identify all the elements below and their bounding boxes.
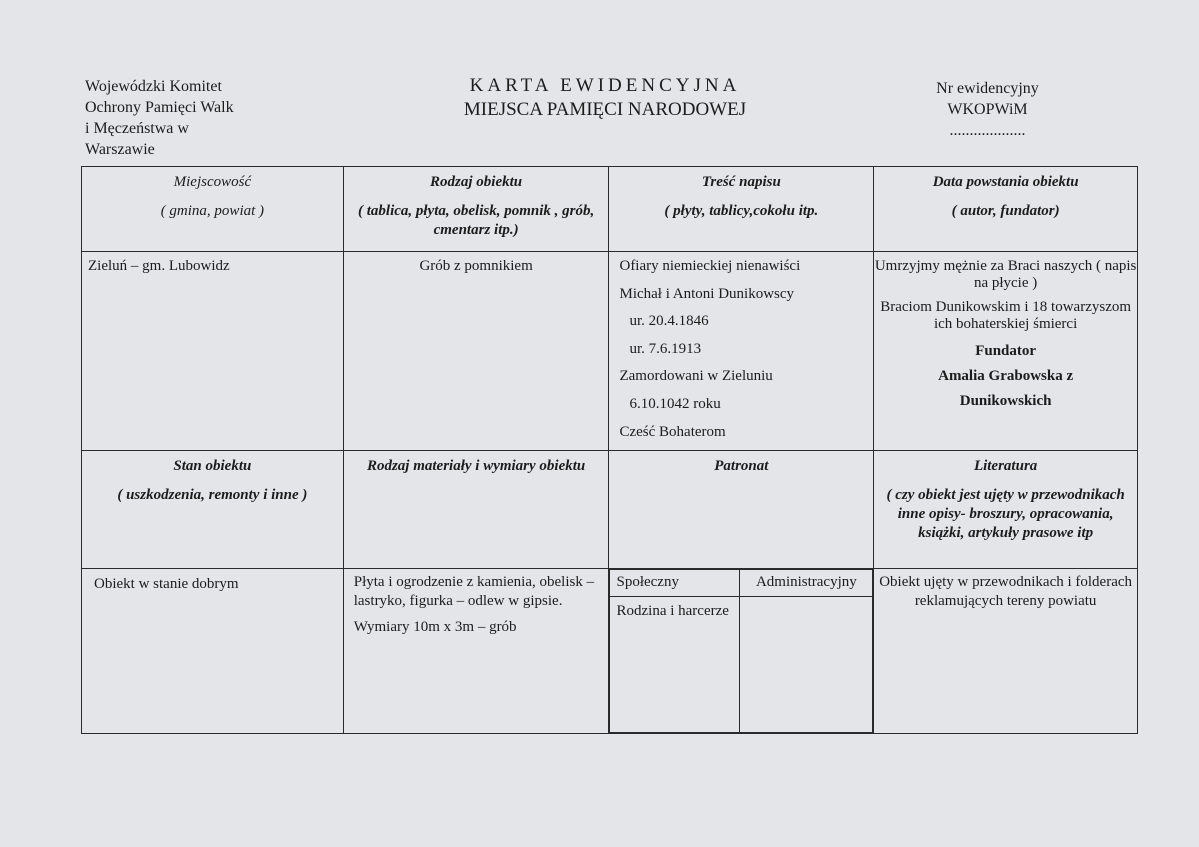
header-literature: Literatura ( czy obiekt jest ujęty w przewodnikach inne opisy- broszury, opracowania, książki, artykuły prasowe itp: [874, 451, 1138, 569]
record-table: [81, 166, 1138, 734]
materials-text: Płyta i ogrodzenie z kamienia, obelisk – lastryko, figurka – odlew w gipsie.: [353, 574, 595, 610]
header-object-type: Rodzaj obiektu ( tablica, płyta, obelisk, pomnik , grób, cmentarz itp.): [343, 167, 609, 252]
header-inscription: Treść napisu ( płyty, tablicy,cokołu itp.: [609, 167, 874, 252]
issuer-line: Warszawie: [85, 141, 155, 158]
dimensions-text: Wymiary 10m x 3m – grób: [353, 619, 517, 636]
fundator-label: Fundator: [975, 343, 1037, 359]
fundator-name: Amalia Grabowska z: [938, 368, 1074, 384]
issuer-line: i Męczeństwa w: [85, 120, 189, 137]
object-type-value: Grób z pomnikiem: [343, 252, 609, 451]
header-row-2: [82, 451, 1138, 569]
patronage-subtable: [609, 569, 873, 733]
inscription-line: ur. 20.4.1846: [629, 313, 709, 330]
literature-value: Obiekt ujęty w przewodnikach i folderach reklamujących tereny powiatu: [874, 569, 1138, 734]
location-value: Zieluń – gm. Lubowidz: [82, 252, 344, 451]
issuer-line: Ochrony Pamięci Walk: [85, 99, 234, 116]
registry-number-field: ...................: [949, 122, 1026, 139]
condition-value: Obiekt w stanie dobrym: [82, 569, 344, 734]
inscription-line: Michał i Antoni Dunikowscy: [619, 285, 795, 302]
inscription-line: Cześć Bohaterom: [619, 423, 726, 440]
issuer-line: Wojewódzki Komitet: [85, 78, 222, 95]
patronage-admin-label: Administracyjny: [740, 570, 873, 597]
fundator-name-cont: Dunikowskich: [959, 393, 1052, 409]
title-line-1: KARTA EWIDENCYJNA: [469, 75, 741, 96]
title-line-2: MIEJSCA PAMIĘCI NARODOWEJ: [463, 99, 747, 120]
inscription-line: Ofiary niemieckiej nienawiści: [619, 258, 801, 274]
header-materials: Rodzaj materiały i wymiary obiektu: [343, 451, 609, 569]
inscription-line: ur. 7.6.1913: [629, 340, 702, 357]
registry-label: Nr ewidencyjny: [936, 80, 1039, 97]
patronage-admin-value: [740, 597, 873, 733]
patronage-cell: [609, 569, 874, 734]
plate-inscription-note: Umrzyjmy mężnie za Braci naszych ( napis na płycie ): [874, 258, 1137, 291]
issuer-name: [85, 76, 234, 160]
header-patronage: Patronat: [609, 451, 874, 569]
header-creation-date: Data powstania obiektu ( autor, fundator): [874, 167, 1138, 252]
header-location: Miejscowość ( gmina, powiat ): [82, 167, 344, 252]
patronage-social-value: Rodzina i harcerze: [610, 597, 740, 733]
materials-value: [343, 569, 609, 734]
dedication-text: Braciom Dunikowskim i 18 towarzyszom ich bohaterskiej śmierci: [880, 299, 1132, 332]
header-condition: Stan obiektu ( uszkodzenia, remonty i inne ): [82, 451, 344, 569]
inscription-line: Zamordowani w Zieluniu: [619, 368, 773, 385]
patronage-social-label: Społeczny: [610, 570, 740, 597]
document-title: [410, 74, 800, 122]
inscription-value: [609, 252, 874, 451]
registry-number-block: [905, 78, 1070, 141]
registry-org: WKOPWiM: [947, 101, 1028, 118]
inscription-line: 6.10.1042 roku: [629, 395, 721, 412]
data-row-2: [82, 569, 1138, 734]
data-row-1: [82, 252, 1138, 451]
header-row-1: [82, 167, 1138, 252]
creation-date-value: [874, 252, 1138, 451]
